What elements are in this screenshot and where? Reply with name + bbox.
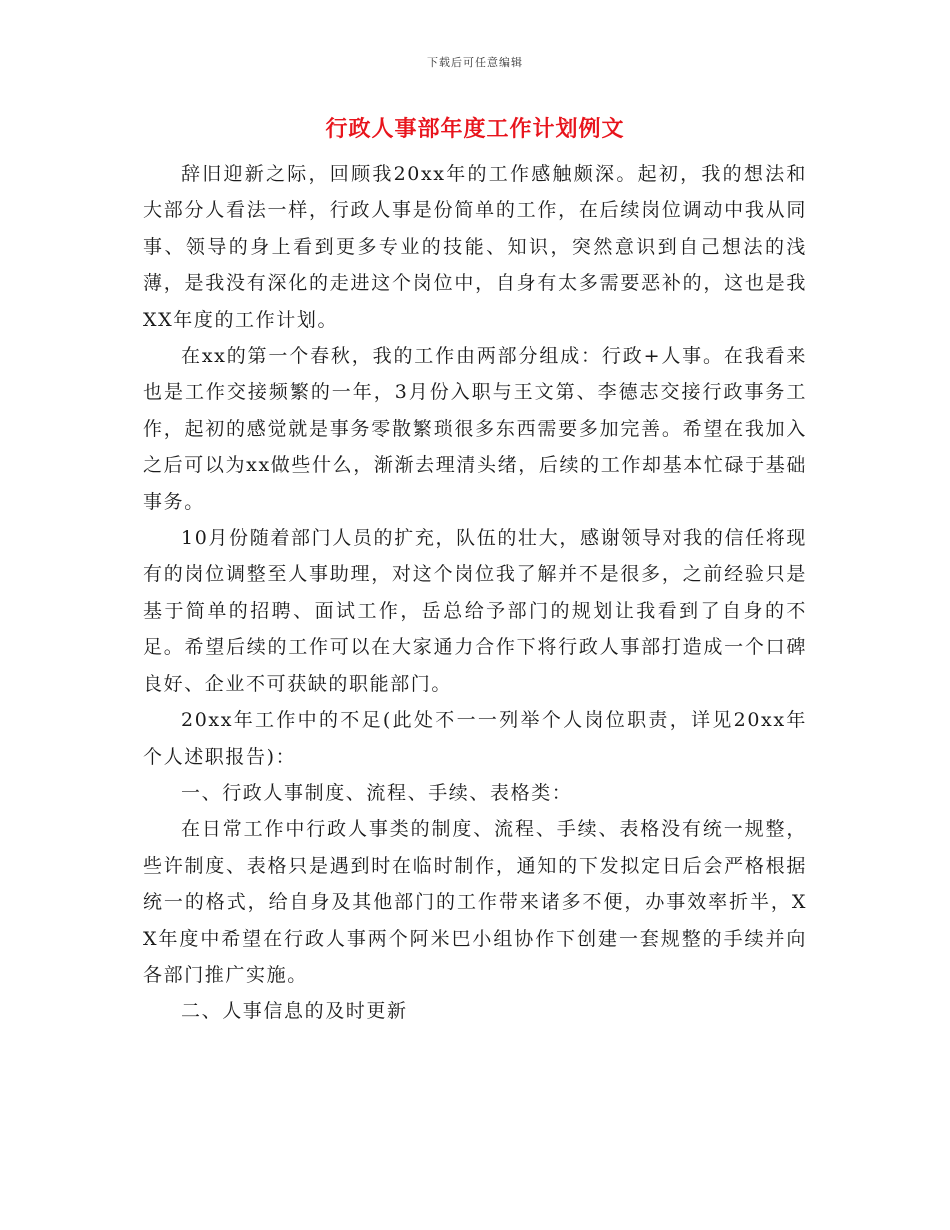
paragraph-section-1: 在日常工作中行政人事类的制度、流程、手续、表格没有统一规整，些许制度、表格只是遇到时在临时制作，通知的下发拟定日后会严格根据统一的格式，给自身及其他部门的工作带来诸多不便，办事效率折半，XX年度中希望在行政人事两个阿米巴小组协作下创建一套规整的手续并向各部门推广实施。 (143, 818, 807, 986)
document-title: 行政人事部年度工作计划例文 (325, 116, 625, 142)
document-body (143, 156, 807, 1030)
section-heading-2: 二、人事信息的及时更新 (181, 1000, 408, 1023)
section-heading-1: 一、行政人事制度、流程、手续、表格类： (181, 781, 573, 804)
download-note: 下载后可任意编辑 (427, 56, 523, 69)
paragraph-first-year: 在xx的第一个春秋，我的工作由两部分组成：行政+人事。在我看来也是工作交接频繁的一年，3月份入职与王文第、李德志交接行政事务工作，起初的感觉就是事务零散繁琐很多东西需要多加完善。希望在我加入之后可以为xx做些什么，渐渐去理清头绪，后续的工作却基本忙碌于基础事务。 (143, 345, 807, 513)
paragraph-october: 10月份随着部门人员的扩充，队伍的壮大，感谢领导对我的信任将现有的岗位调整至人事助理，对这个岗位我了解并不是很多，之前经验只是基于简单的招聘、面试工作，岳总给予部门的规划让我看到了自身的不足。希望后续的工作可以在大家通力合作下将行政人事部打造成一个口碑良好、企业不可获缺的职能部门。 (143, 527, 807, 695)
paragraph-shortcomings: 20xx年工作中的不足(此处不一一列举个人岗位职责，详见20xx年个人述职报告)： (143, 709, 807, 768)
paragraph-intro: 辞旧迎新之际，回顾我20xx年的工作感触颇深。起初，我的想法和大部分人看法一样，行政人事是份简单的工作，在后续岗位调动中我从同事、领导的身上看到更多专业的技能、知识，突然意识到自己想法的浅薄，是我没有深化的走进这个岗位中，自身有太多需要恶补的，这也是我XX年度的工作计划。 (143, 163, 807, 331)
